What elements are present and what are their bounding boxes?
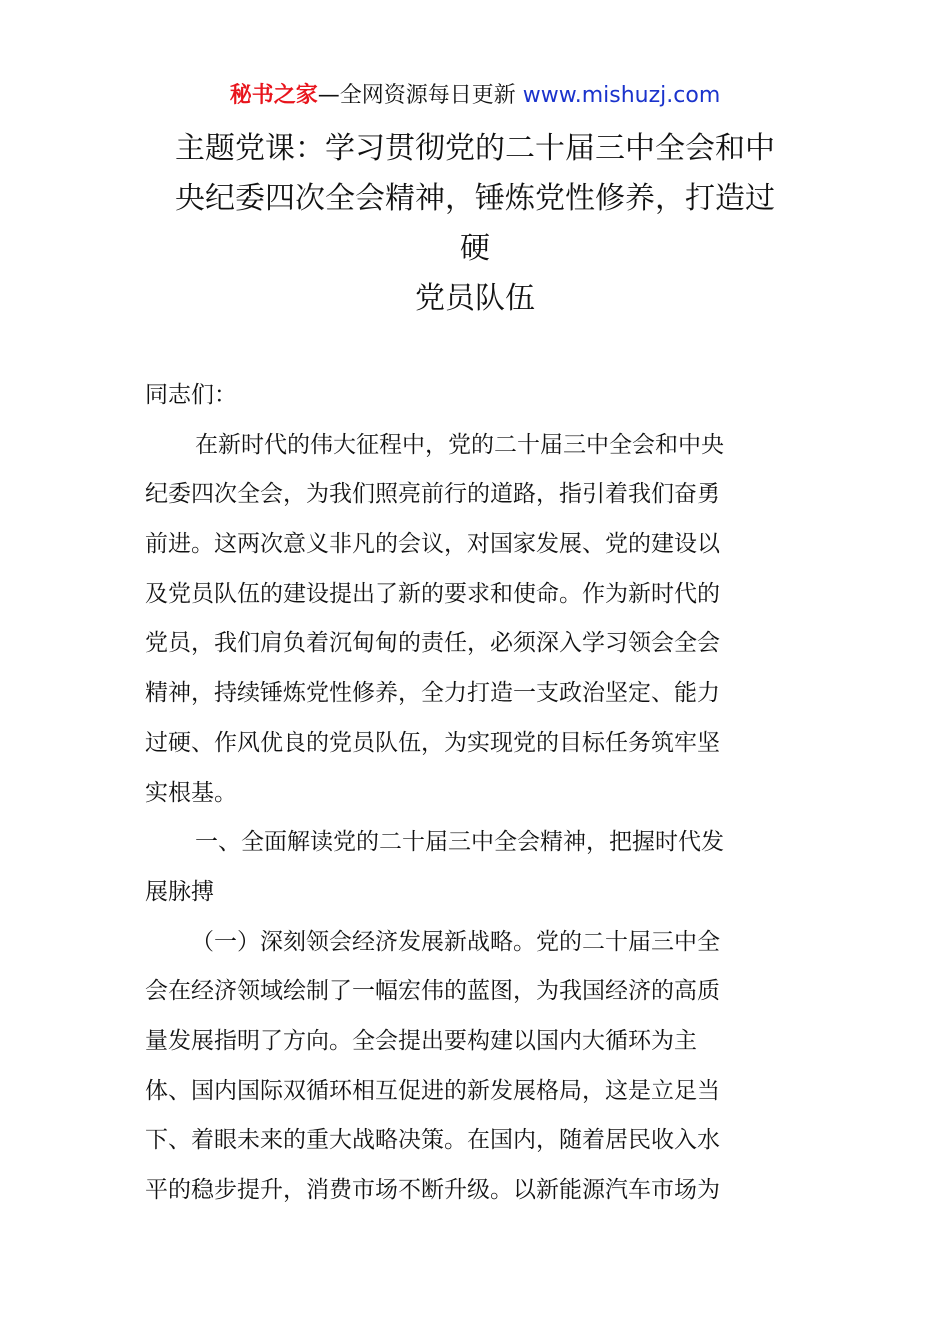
paragraph-line: 量发展指明了方向。全会提出要构建以国内大循环为主 xyxy=(145,1027,697,1054)
salutation: 同志们： xyxy=(145,382,237,408)
paragraph-line: 精神，持续锤炼党性修养，全力打造一支政治坚定、能力 xyxy=(145,680,720,707)
document-title xyxy=(130,124,820,324)
paragraph-line: 下、着眼未来的重大战略决策。在国内，随着居民收入水 xyxy=(145,1127,720,1154)
paragraph-line: 及党员队伍的建设提出了新的要求和使命。作为新时代的 xyxy=(145,580,720,607)
title-line: 党员队伍 xyxy=(415,281,535,316)
paragraph-line: 过硬、作风优良的党员队伍，为实现党的目标任务筑牢坚 xyxy=(145,729,720,756)
paragraph-line: 体、国内国际双循环相互促进的新发展格局，这是立足当 xyxy=(145,1077,720,1104)
title-line: 主题党课：学习贯彻党的二十届三中全会和中 xyxy=(175,131,775,166)
paragraph-line: 会在经济领域绘制了一幅宏伟的蓝图，为我国经济的高质 xyxy=(145,978,720,1005)
section-heading: 一、全面解读党的二十届三中全会精神，把握时代发 xyxy=(195,829,724,856)
paragraph-line: 实根基。 xyxy=(145,779,237,806)
paragraph-line: （一）深刻领会经济发展新战略。党的二十届三中全 xyxy=(191,928,720,955)
paragraph-line: 纪委四次全会，为我们照亮前行的道路，指引着我们奋勇 xyxy=(145,481,720,508)
title-line: 央纪委四次全会精神，锤炼党性修养，打造过 xyxy=(175,181,775,216)
document-body xyxy=(145,371,805,1216)
paragraph-line: 在新时代的伟大征程中，党的二十届三中全会和中央 xyxy=(195,431,724,458)
site-brand: 秘书之家 xyxy=(229,83,318,108)
site-tagline: —全网资源每日更新 xyxy=(317,83,523,108)
title-line: 硬 xyxy=(460,231,490,266)
paragraph-line: 平的稳步提升，消费市场不断升级。以新能源汽车市场为 xyxy=(145,1177,720,1203)
section-heading: 展脉搏 xyxy=(145,878,214,905)
paragraph-line: 前进。这两次意义非凡的会议，对国家发展、党的建设以 xyxy=(145,531,720,558)
paragraph-line: 党员，我们肩负着沉甸甸的责任，必须深入学习领会全会 xyxy=(145,630,720,657)
site-url[interactable]: www.mishuzj.com xyxy=(522,83,721,108)
site-header xyxy=(0,80,950,112)
